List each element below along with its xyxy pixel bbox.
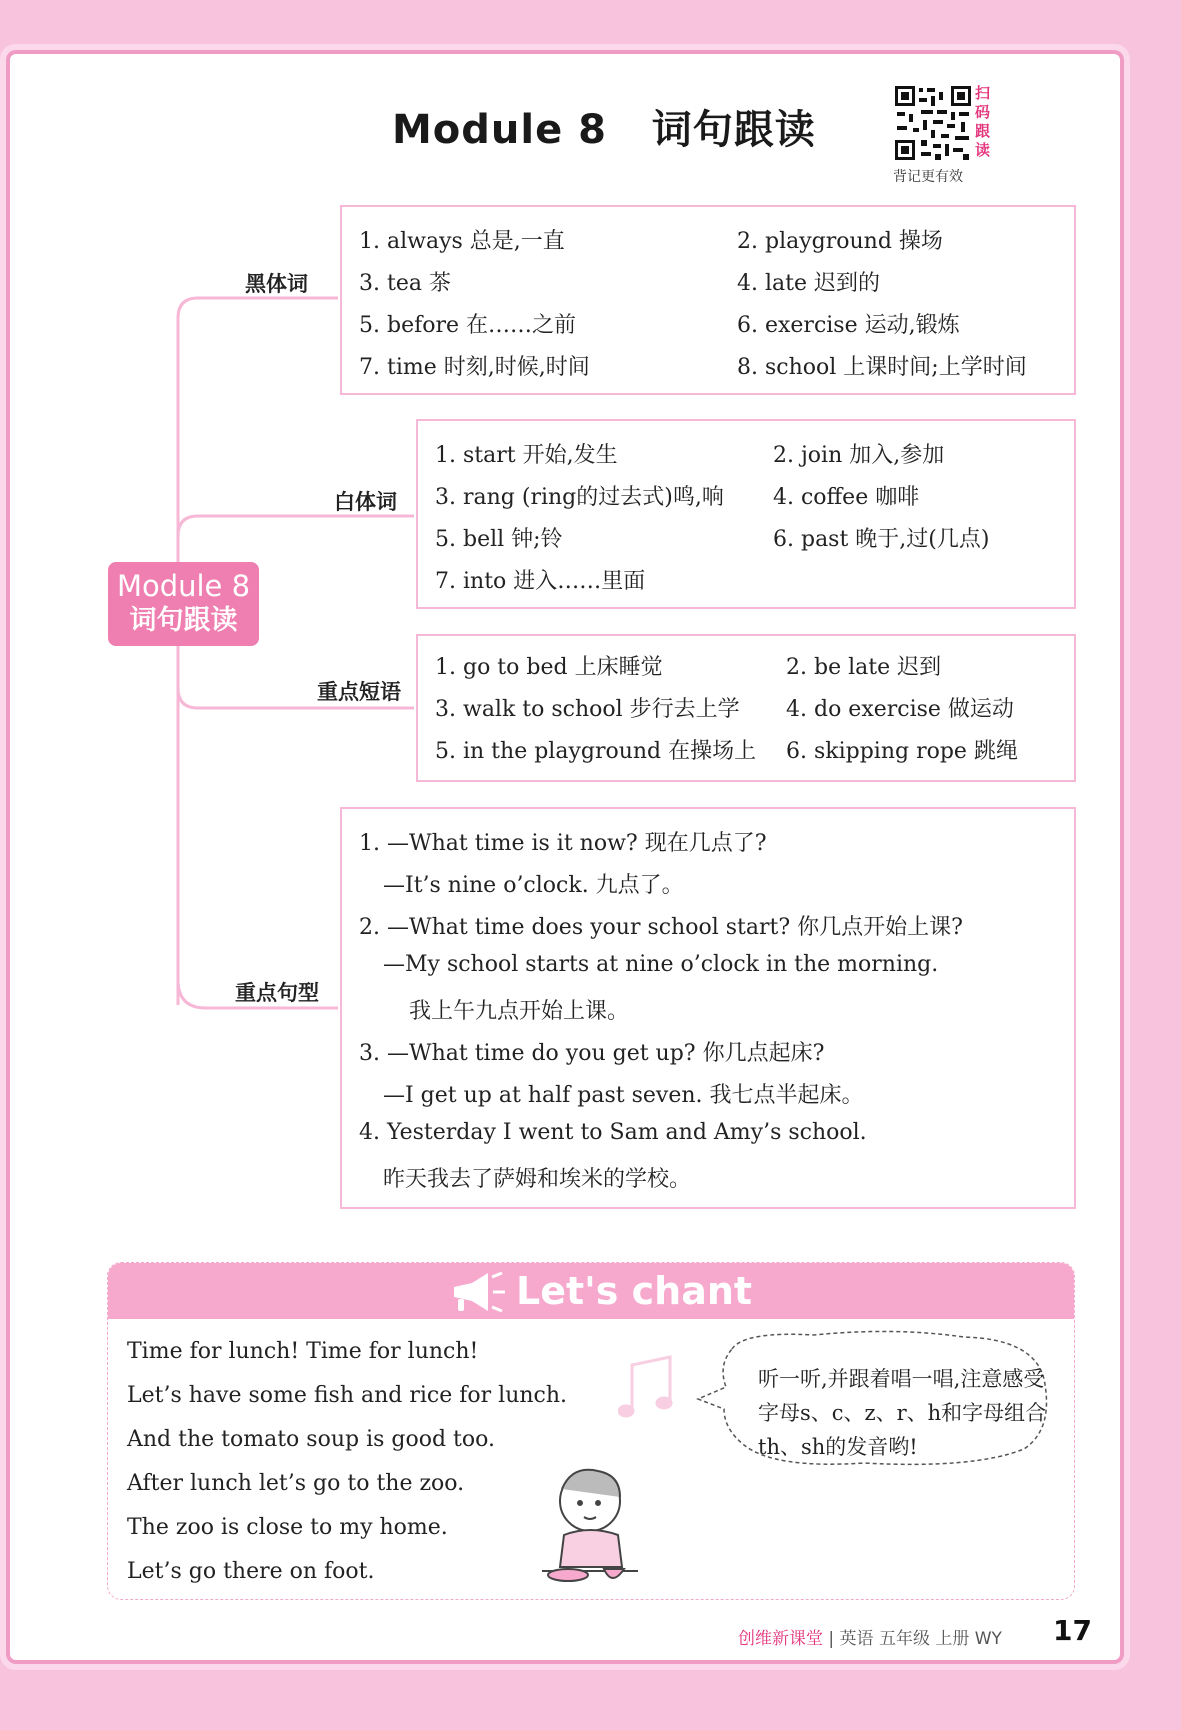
chant-line: The zoo is close to my home. [127,1515,448,1540]
bold-words-box [340,205,1076,395]
branch-label-bold-words: 黑体词 [245,272,308,296]
list-item: 2. be late 迟到 [786,655,942,680]
sentence-line: —It’s nine o’clock. 九点了。 [383,873,684,898]
sentence-line: 2. —What time does your school start? 你几点开始上课? [359,915,963,940]
list-item: 6. past 晚于,过(几点) [773,527,990,552]
chant-line: And the tomato soup is good too. [127,1427,495,1452]
list-item: 7. into 进入……里面 [435,569,646,594]
qr-caption: 背记更有效 [893,169,963,185]
sentence-line: 4. Yesterday I went to Sam and Amy’s school. [359,1120,867,1145]
list-item: 7. time 时刻,时候,时间 [359,355,590,380]
list-item: 3. walk to school 步行去上学 [435,697,740,722]
footer-brand: 创维新课堂 [738,1629,823,1649]
key-sentences-box [340,807,1076,1209]
list-item: 2. join 加入,参加 [773,443,945,468]
megaphone-icon [448,1271,506,1313]
list-item: 6. exercise 运动,锻炼 [737,313,960,338]
sentence-line: 昨天我去了萨姆和埃米的学校。 [383,1167,692,1192]
sentence-line: —I get up at half past seven. 我七点半起床。 [383,1083,864,1108]
footer-book-info: | 英语 五年级 上册 WY [828,1629,1002,1649]
list-item: 8. school 上课时间;上学时间 [737,355,1027,380]
boy-eating-illustration [538,1463,648,1593]
music-note-icon [618,1353,680,1423]
central-node-line1: Module 8 [116,569,251,603]
footer [738,1624,1002,1649]
branch-label-key-sentences: 重点句型 [235,981,319,1005]
list-item: 4. late 迟到的 [737,271,880,296]
chant-title: Let's chant [516,1269,753,1313]
sentence-line: 我上午九点开始上课。 [409,999,630,1024]
key-phrases-box [416,634,1076,782]
chant-line: Time for lunch! Time for lunch! [127,1339,479,1364]
central-node-line2: 词句跟读 [129,605,238,636]
list-item: 5. in the playground 在操场上 [435,739,757,764]
qr-side-label: 扫码跟读 [975,84,991,159]
list-item: 1. go to bed 上床睡觉 [435,655,663,680]
list-item: 4. do exercise 做运动 [786,697,1014,722]
sentence-line: —My school starts at nine o’clock in the morning. [383,952,939,977]
chant-line: Let’s go there on foot. [127,1559,375,1584]
branch-label-key-phrases: 重点短语 [317,680,401,704]
list-item: 1. always 总是,一直 [359,229,565,254]
speech-bubble-text: 听一听,并跟着唱一唱,注意感受字母s、c、z、r、h和字母组合th、sh的发音哟! [758,1367,1047,1459]
list-item: 4. coffee 咖啡 [773,485,920,510]
list-item: 6. skipping rope 跳绳 [786,739,1018,764]
sentence-line: 1. —What time is it now? 现在几点了? [359,831,767,856]
chant-line: After lunch let’s go to the zoo. [127,1471,465,1496]
chant-line: Let’s have some fish and rice for lunch. [127,1383,568,1408]
list-item: 2. playground 操场 [737,229,943,254]
list-item: 1. start 开始,发生 [435,443,618,468]
regular-words-box [416,419,1076,609]
central-node [108,562,259,646]
list-item: 5. bell 钟;铃 [435,527,563,552]
page-title: Module 8 词句跟读 [392,107,816,153]
list-item: 3. rang (ring的过去式)鸣,响 [435,485,724,510]
page-number: 17 [1053,1614,1092,1647]
sentence-line: 3. —What time do you get up? 你几点起床? [359,1041,825,1066]
list-item: 3. tea 茶 [359,271,451,296]
list-item: 5. before 在……之前 [359,313,577,338]
branch-label-regular-words: 白体词 [334,490,397,514]
